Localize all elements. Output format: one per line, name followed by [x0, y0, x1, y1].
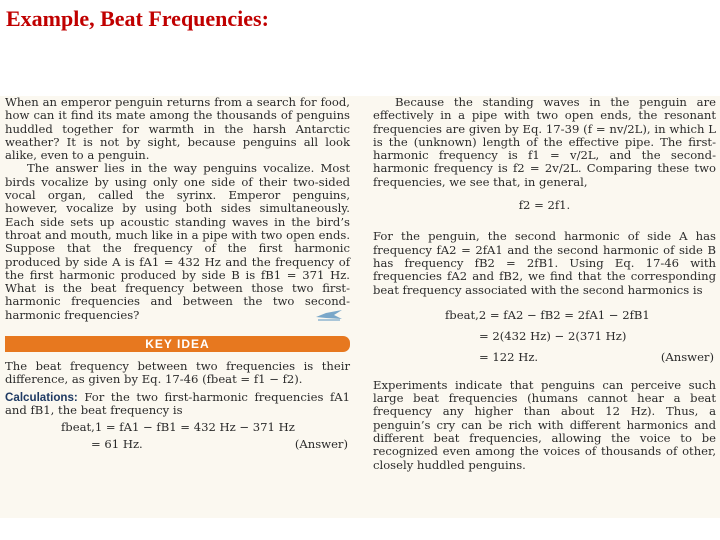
- intro-paragraph: When an emperor penguin returns from a search for food, how can it find its mate among the thousands of penguins huddled together for warmth in the harsh Antarctic weather? It is not by sight, because penguins all look alike, even to a penguin.: [5, 95, 350, 163]
- calculations-text: For the two first-harmonic frequencies fA1 and fB1, the beat frequency is: [5, 389, 350, 417]
- beat-eq2-line2: = 2(432 Hz) − 2(371 Hz): [479, 329, 627, 344]
- problem-paragraph: The answer lies in the way penguins vocalize. Most birds vocalize by using only one side of their two-sided vocal organ, called the syrinx. Emperor penguins, however, vocalize by using both sides simultaneously. Each side sets up acoustic standing waves in the bird’s throat and mouth, much like in a pipe with two open ends. Suppose that the frequency of the first harmonic produced by side A is fA1 = 432 Hz and the frequency of the first harmonic produced by side B is fB1 = 371 Hz. What is the beat frequency between those two first-harmonic frequencies and between the two second-harmonic frequencies?: [5, 161, 350, 322]
- beat-eq1-line1: fbeat,1 = fA1 − fB1 = 432 Hz − 371 Hz: [61, 420, 295, 435]
- left-column: [5, 96, 350, 451]
- textbook-scan: [0, 96, 720, 518]
- calculations-label: Calculations:: [5, 390, 78, 404]
- beat-eq2-line3: [479, 351, 716, 364]
- key-idea-text: The beat frequency between two frequencies is their difference, as given by Eq. 17-46 (fbeat = f1 − f2).: [5, 359, 350, 387]
- conclusion-paragraph: Experiments indicate that penguins can perceive such large beat frequencies (humans cannot hear a beat frequency any higher than about 12 Hz). Thus, a penguin’s cry can be rich with different harmonics and different beat frequencies, allowing the voice to be recognized even among the voices of thousands of other, closely huddled penguins.: [373, 377, 716, 472]
- beat-eq2-result: = 122 Hz.: [479, 350, 539, 365]
- answer-label-1: (Answer): [294, 436, 348, 451]
- slide-title: Example, Beat Frequencies:: [6, 6, 269, 31]
- beat-eq1-line2: [91, 438, 350, 451]
- right-column: [373, 96, 716, 472]
- beat-eq2-line1: fbeat,2 = fA2 − fB2 = 2fA1 − 2fB1: [445, 307, 650, 322]
- harmonic-relation-eq: f2 = 2f1.: [518, 198, 571, 213]
- penguin-icon: [314, 308, 344, 322]
- key-idea-banner: KEY IDEA: [5, 336, 350, 352]
- calculations-paragraph: [5, 391, 350, 418]
- answer-label-2: (Answer): [660, 350, 714, 365]
- second-harmonic-paragraph: For the penguin, the second harmonic of side A has frequency fA2 = 2fA1 and the second harmonic of side B has frequency fB2 = 2fB1. Using Eq. 17-46 with frequencies fA2 and fB2, we find that the corresponding beat frequency associated with the second harmonics is: [373, 229, 716, 297]
- beat-eq1-result: = 61 Hz.: [91, 436, 143, 451]
- pipe-paragraph: Because the standing waves in the penguin are effectively in a pipe with two open ends, the resonant frequencies are given by Eq. 17-39 (f = nv/2L), in which L is the (unknown) length of the effective pipe. The first-harmonic frequency is f1 = v/2L, and the second-harmonic frequency is f2 = 2v/2L. Comparing these two frequencies, we see that, in general,: [373, 95, 716, 189]
